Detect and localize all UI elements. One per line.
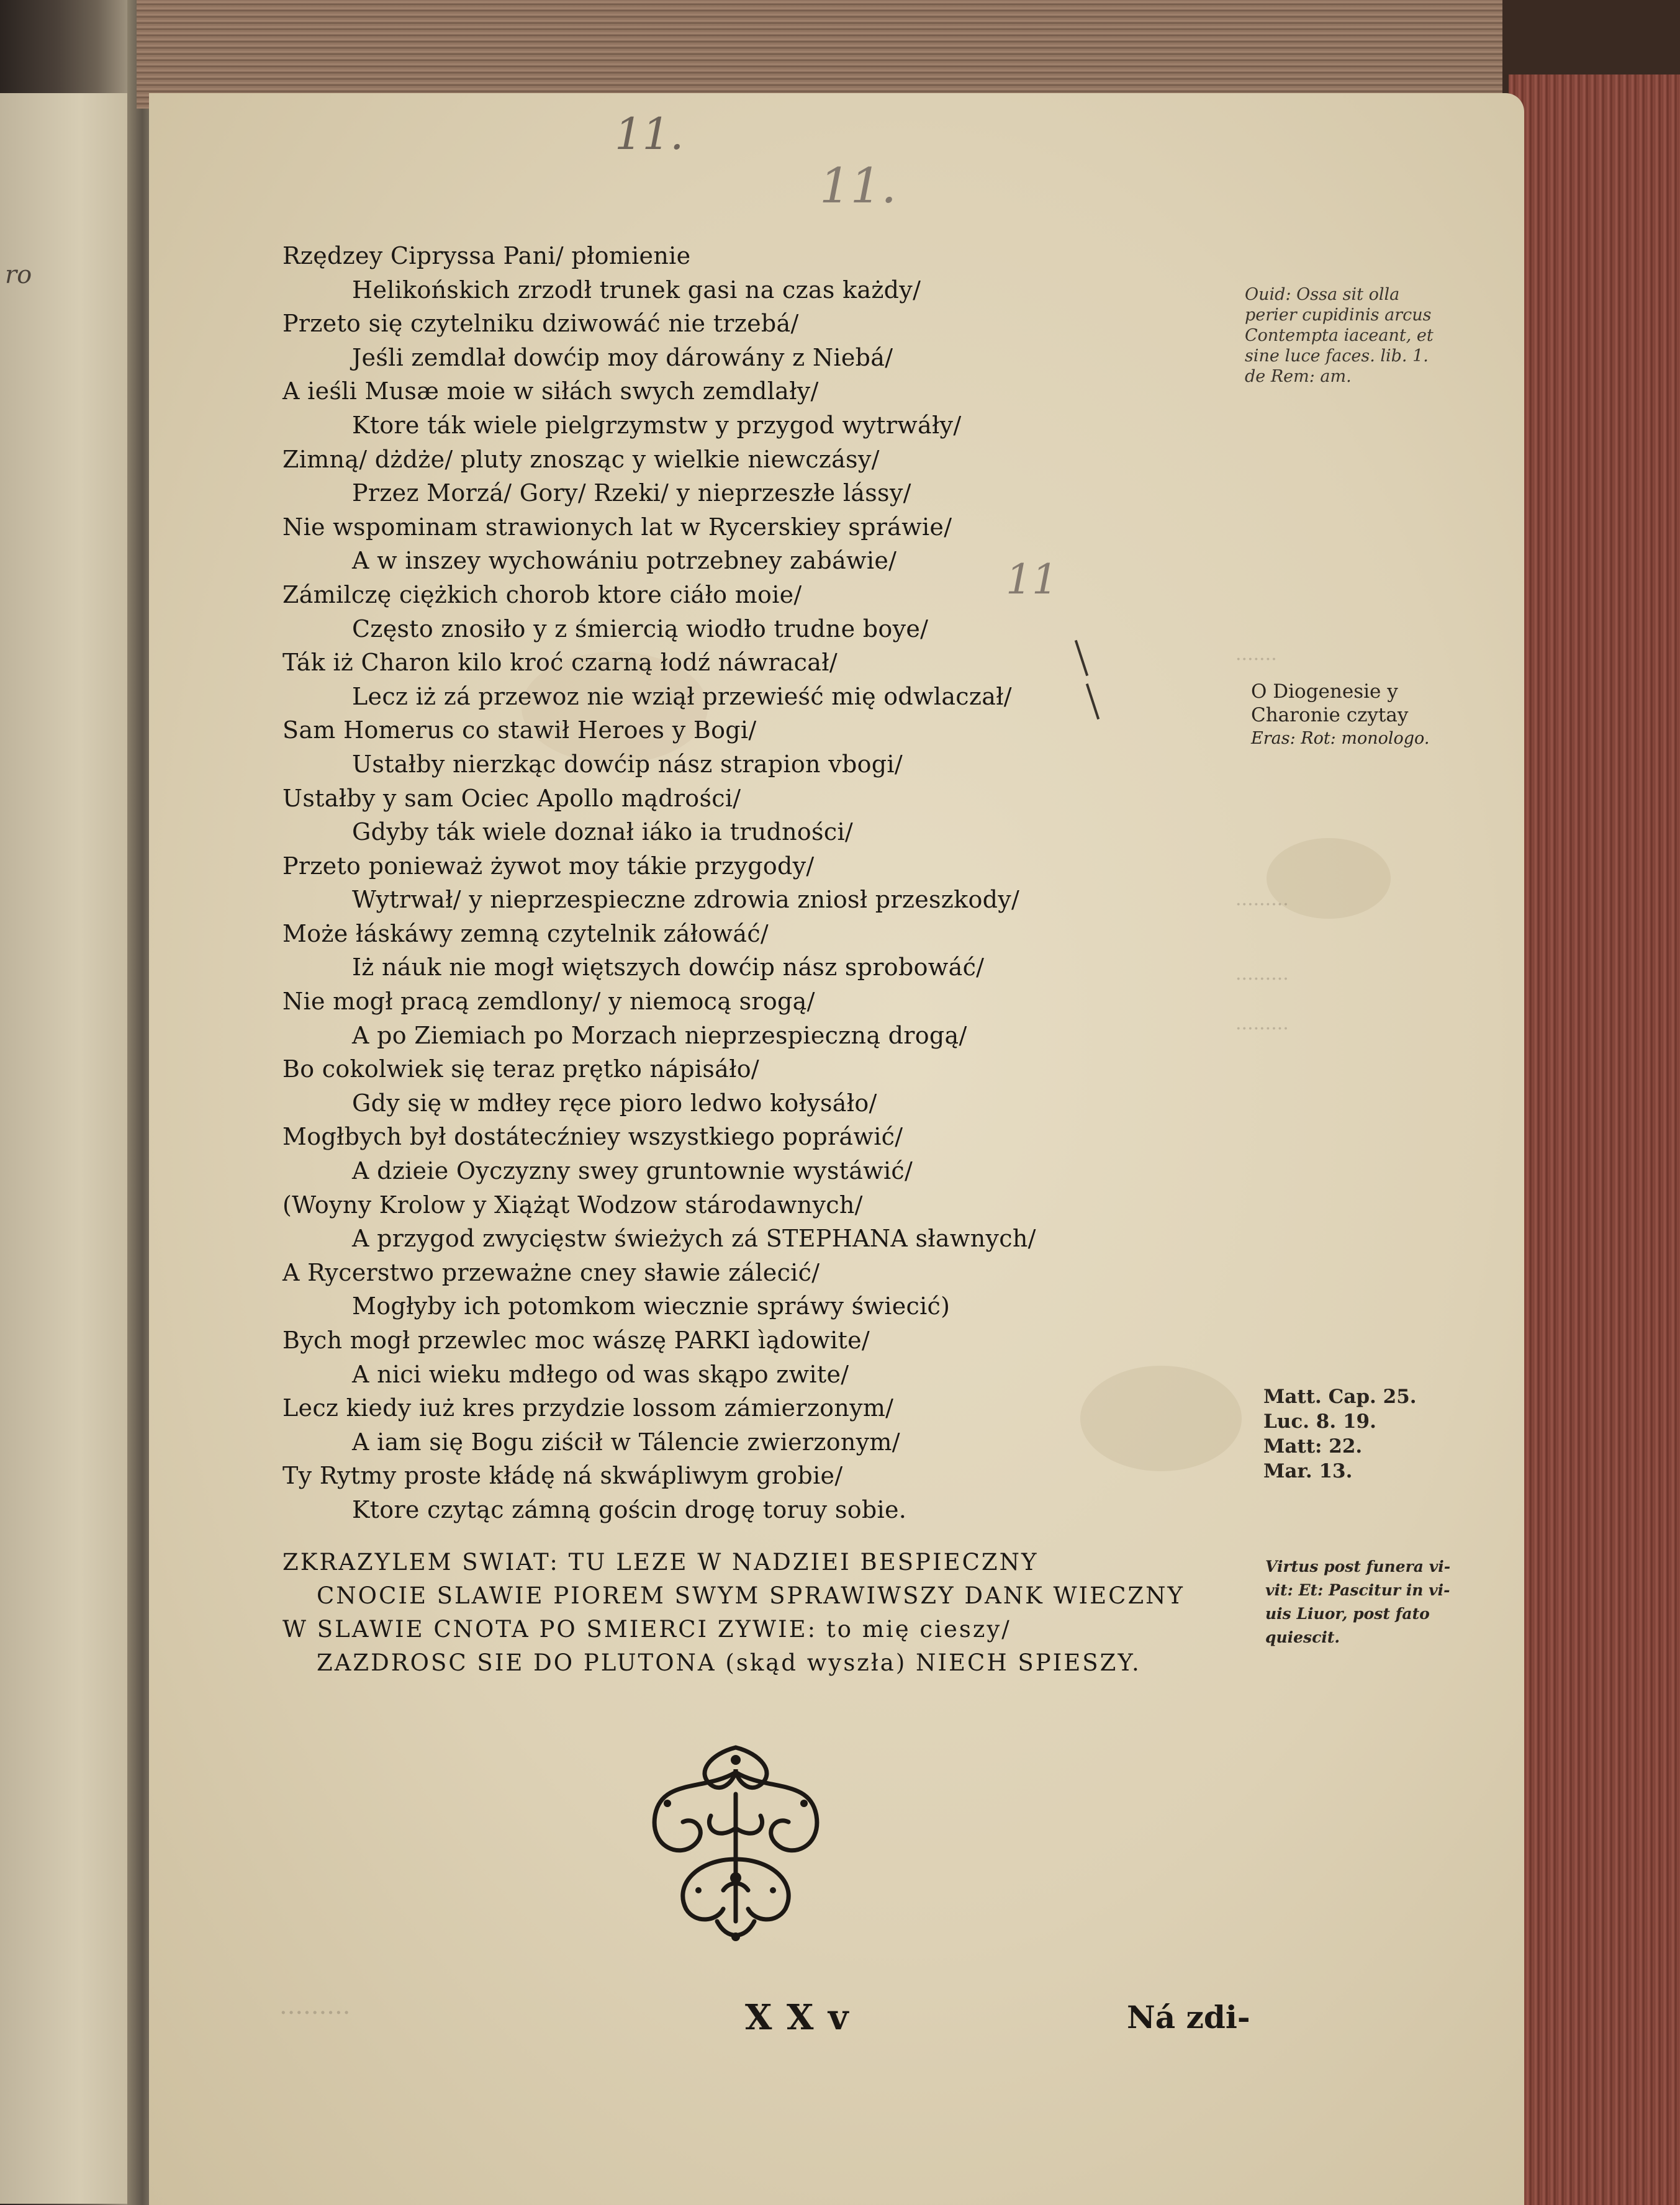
epitaph-line: CNOCIE SLAWIE PIOREM SWYM SPRAWIWSZY DANK WIECZNY xyxy=(317,1582,1185,1609)
verse-line: Ty Rytmy proste kłádę ná skwápliwym grobie/ xyxy=(282,1462,843,1490)
show-through-text: ········· xyxy=(1235,1018,1289,1040)
margin-note-virtus xyxy=(1265,1555,1450,1649)
verse-line: A dzieie Oyczyzny swey gruntownie wystáwić/ xyxy=(352,1157,913,1185)
epitaph-block xyxy=(282,1546,1251,1680)
verse-line: Iż náuk nie mogł więtszych dowćip nász sprobowáć/ xyxy=(352,954,985,981)
verse-line: A ieśli Musæ moie w siłách swych zemdlały/ xyxy=(282,377,819,405)
verse-line: Przeto się czytelniku dziwowáć nie trzebá/ xyxy=(282,310,799,338)
verse-line: A w inszey wychowániu potrzebney zabáwie/ xyxy=(352,547,897,575)
verse-line: Zámilczę ciężkich chorob ktore ciáło moie/ xyxy=(282,580,802,608)
show-through-text: ········· xyxy=(1235,968,1289,990)
verse-line: (Woyny Krolow y Xiążąt Wodzow stárodawnych/ xyxy=(282,1191,863,1219)
margin-note-line: Charonie czytay xyxy=(1251,704,1409,726)
handwritten-margin-number: 11 xyxy=(1006,556,1058,603)
left-page-strip xyxy=(0,93,133,2204)
verse-line: Ktore czytąc zámną gościn drogę toruy sobie. xyxy=(352,1495,907,1523)
show-through-text: ······· xyxy=(1235,649,1277,670)
verse-line: Jeśli zemdlał dowćip moy dárowány z Niebá/ xyxy=(352,343,893,371)
verse-line: Ustałby y sam Ociec Apollo mądrości/ xyxy=(282,784,741,812)
margin-note-line: Contempta iaceant, et xyxy=(1245,326,1434,345)
verse-line: A Rycerstwo przeważne cney sławie zálecić/ xyxy=(282,1258,820,1286)
verse-line: Może łáskáwy zemną czytelnik záłowáć/ xyxy=(282,919,769,947)
verse-line: Sam Homerus co stawił Heroes y Bogi/ xyxy=(282,716,757,744)
verse-line: Zimną/ dżdże/ pluty znosząc y wielkie niewczásy/ xyxy=(282,445,880,473)
verse-line: Przeto ponieważ żywot moy tákie przygody/ xyxy=(282,852,815,880)
margin-note-line: Luc. 8. 19. xyxy=(1263,1410,1376,1433)
handwritten-folio-number: 11. xyxy=(615,109,684,160)
show-through-text: ········· xyxy=(279,1999,351,2027)
verse-line: Lecz kiedy iuż kres przydzie lossom zámierzonym/ xyxy=(282,1394,894,1422)
show-through-text: ········· xyxy=(1235,894,1289,916)
verse-line: Bych mogł przewlec moc wászę PARKI ìądowite/ xyxy=(282,1327,870,1354)
margin-note-line: vit: Et: Pascitur in vi- xyxy=(1265,1581,1450,1599)
printers-ornament xyxy=(636,1735,835,1946)
verse-line: Przez Morzá/ Gory/ Rzeki/ y nieprzeszłe lássy/ xyxy=(352,479,911,507)
margin-note-diogenes xyxy=(1251,680,1429,751)
verse-line: Ustałby nierzkąc dowćip nász strapion vbogi/ xyxy=(352,750,903,778)
verse-line: Bo cokolwiek się teraz prętko nápisáło/ xyxy=(282,1055,759,1083)
verse-line: Nie mogł pracą zemdlony/ y niemocą srogą/ xyxy=(282,988,815,1016)
verse-line: Wytrwał/ y nieprzespieczne zdrowia zniosł przeszkody/ xyxy=(352,886,1020,914)
margin-note-ovid xyxy=(1245,284,1434,387)
margin-note-line: O Diogenesie y xyxy=(1251,680,1398,703)
margin-note-scripture xyxy=(1263,1384,1417,1484)
epitaph-line: ZKRAZYLEM SWIAT: TU LEZE W NADZIEI BESPIECZNY xyxy=(282,1549,1039,1576)
verse-line: A przygod zwycięstw świeżych zá STEPHANA sławnych/ xyxy=(352,1225,1036,1253)
verse-block xyxy=(282,239,1251,1527)
left-page-fragment: ro xyxy=(5,261,32,289)
page-block-fore-edge xyxy=(1509,74,1680,2205)
margin-note-line: Ouid: Ossa sit olla xyxy=(1245,285,1400,304)
page-block-top-edge xyxy=(137,0,1502,109)
verse-line: Mogłbych był dostátecźniey wszystkiego popráwić/ xyxy=(282,1123,903,1151)
epitaph-line: W SLAWIE CNOTA PO SMIERCI ZYWIE: to mię cieszy/ xyxy=(282,1616,1011,1643)
verse-line: Mogłyby ich potomkom wiecznie spráwy świecić) xyxy=(352,1292,951,1320)
margin-note-line: Eras: Rot: monologo. xyxy=(1251,729,1430,748)
catchword: Ná zdi- xyxy=(1127,1999,1250,2036)
margin-note-line: de Rem: am. xyxy=(1245,367,1352,386)
margin-note-line: Virtus post funera vi- xyxy=(1265,1558,1451,1576)
margin-note-line: uis Liuor, post fato xyxy=(1265,1605,1430,1623)
verse-line: Lecz iż zá przewoz nie wziął przewieść mię odwlaczał/ xyxy=(352,682,1012,710)
verse-line: Gdy się w mdłey ręce pioro ledwo kołysáło/ xyxy=(352,1089,877,1117)
epitaph-line: ZAZDROSC SIE DO PLUTONA (skąd wyszła) NIECH SPIESZY. xyxy=(317,1649,1141,1676)
verse-line: Ktore ták wiele pielgrzymstw y przygod wytrwáły/ xyxy=(352,411,962,439)
verse-line: Nie wspominam strawionych lat w Rycerskiey spráwie/ xyxy=(282,513,952,541)
margin-note-line: Matt. Cap. 25. xyxy=(1263,1386,1417,1408)
verse-line: A iam się Bogu ziścił w Tálencie zwierzonym/ xyxy=(352,1428,900,1456)
verse-line: A po Ziemiach po Morzach nieprzespieczną drogą/ xyxy=(352,1021,967,1049)
verse-line: Gdyby ták wiele doznał iáko ia trudności/ xyxy=(352,818,853,846)
margin-note-line: sine luce faces. lib. 1. xyxy=(1245,346,1429,366)
margin-note-line: Mar. 13. xyxy=(1263,1460,1353,1482)
verse-line: Helikońskich zrzodł trunek gasi na czas każdy/ xyxy=(352,276,921,304)
verse-line: Często znosiło y z śmiercią wiodło trudne boye/ xyxy=(352,615,929,643)
verse-line: Rzędzey Cipryssa Pani/ płomienie xyxy=(282,242,691,269)
verse-line: A nici wieku mdłego od was skąpo zwite/ xyxy=(352,1360,849,1388)
margin-note-line: perier cupidinis arcus xyxy=(1245,305,1432,325)
margin-note-line: quiescit. xyxy=(1265,1628,1340,1646)
verse-line: Ták iż Charon kilo kroć czarną łodź náwracał/ xyxy=(282,649,838,677)
handwritten-folio-number: 11. xyxy=(820,158,897,214)
signature-mark: X X v xyxy=(745,1997,850,2038)
margin-note-line: Matt: 22. xyxy=(1263,1435,1363,1458)
